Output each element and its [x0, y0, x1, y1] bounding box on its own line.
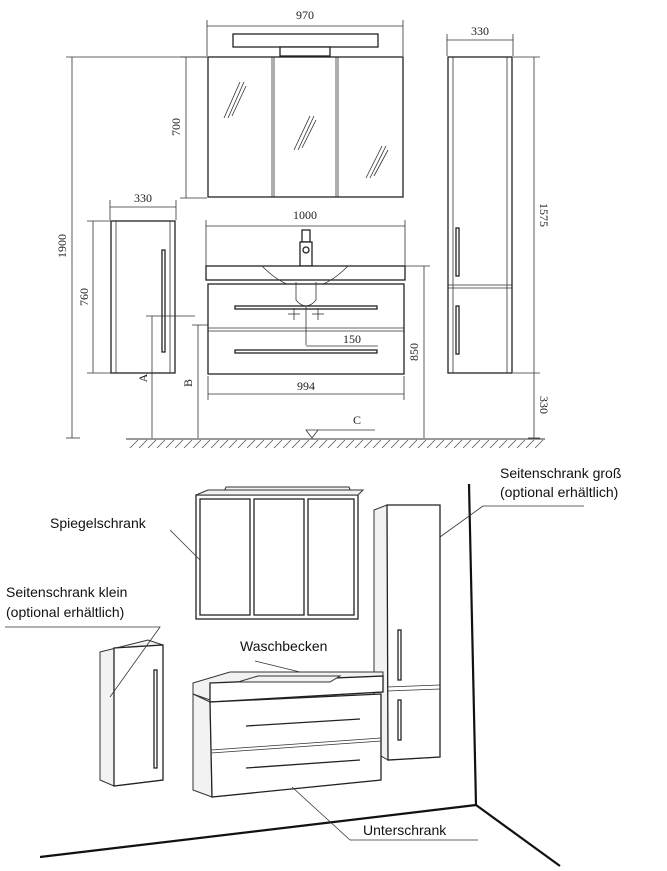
label-tall-cabinet-1: Seitenschrank groß — [500, 465, 622, 481]
floor-hatch-mark — [436, 440, 444, 448]
floor-hatch-mark — [229, 440, 237, 448]
tall-cabinet-drawing — [448, 57, 512, 373]
floor-hatch-mark — [274, 440, 282, 448]
floor-hatch-mark — [382, 440, 390, 448]
label-tall-cabinet-2: (optional erhältlich) — [500, 484, 619, 500]
isometric-view — [5, 465, 621, 866]
floor-hatch-mark — [364, 440, 372, 448]
dim-mirror-height — [169, 57, 207, 198]
floor-hatch-mark — [418, 440, 426, 448]
tall-cabinet-iso — [374, 505, 440, 760]
floor-hatch-mark — [535, 440, 543, 448]
floor-hatch-mark — [499, 440, 507, 448]
label-small-cabinet-1: Seitenschrank klein — [6, 584, 128, 600]
small-cabinet-drawing — [111, 221, 175, 373]
floor-line — [126, 439, 545, 448]
floor-hatch-mark — [157, 440, 165, 448]
floor-hatch-mark — [427, 440, 435, 448]
floor-hatch-mark — [490, 440, 498, 448]
mirror-cabinet-iso — [196, 487, 363, 619]
floor-hatch-mark — [247, 440, 255, 448]
dim-tall-floor-gap — [528, 373, 551, 438]
floor-hatch-mark — [193, 440, 201, 448]
light-bar — [233, 34, 378, 47]
floor-hatch-mark — [517, 440, 525, 448]
dim-330-small-label: 330 — [134, 191, 152, 205]
dim-700-label: 700 — [169, 118, 183, 136]
floor-hatch-mark — [256, 440, 264, 448]
basin-top-drawing — [206, 266, 405, 280]
svg-text:C: C — [352, 413, 362, 427]
faucet-drawing — [300, 230, 312, 266]
floor-hatch-mark — [454, 440, 462, 448]
dim-small-width — [110, 191, 176, 220]
vanity-iso — [193, 672, 383, 797]
floor-hatch-mark — [355, 440, 363, 448]
floor-hatch-mark — [319, 440, 327, 448]
dim-vanity-width — [208, 376, 404, 400]
floor-hatch-mark — [445, 440, 453, 448]
floor-hatch-mark — [202, 440, 210, 448]
floor-hatch-mark — [211, 440, 219, 448]
floor-hatch-mark — [391, 440, 399, 448]
floor-hatch-mark — [238, 440, 246, 448]
dim-150-label: 150 — [343, 332, 361, 346]
dim-330-tall-label: 330 — [471, 24, 489, 38]
floor-hatch-mark — [148, 440, 156, 448]
dim-basin-height — [405, 266, 430, 438]
floor-hatch-mark — [328, 440, 336, 448]
vanity-drawing — [208, 282, 404, 374]
floor-hatch-mark — [409, 440, 417, 448]
mirror-cabinet-drawing — [208, 57, 403, 197]
dim-850-label: 850 — [407, 343, 421, 361]
floor-hatch-mark — [139, 440, 147, 448]
svg-text:B: B — [181, 378, 195, 388]
floor-hatch-mark — [373, 440, 381, 448]
floor-hatch-mark — [166, 440, 174, 448]
svg-text:A: A — [136, 373, 150, 383]
label-washbasin: Waschbecken — [240, 638, 328, 654]
floor-hatch-mark — [184, 440, 192, 448]
floor-hatch-mark — [481, 440, 489, 448]
floor-hatch-mark — [283, 440, 291, 448]
dim-tall-height — [513, 57, 551, 373]
floor-hatch-mark — [400, 440, 408, 448]
dim-760-label: 760 — [77, 288, 91, 306]
technical-drawing — [55, 8, 551, 448]
marker-c — [306, 413, 375, 438]
dim-1900-label: 1900 — [55, 234, 69, 258]
label-small-cabinet-2: (optional erhältlich) — [6, 604, 125, 620]
dim-1000-label: 1000 — [293, 208, 317, 222]
floor-hatch-mark — [526, 440, 534, 448]
floor-hatch-mark — [508, 440, 516, 448]
floor-hatch-mark — [265, 440, 273, 448]
dim-330-floor-label: 330 — [537, 396, 551, 414]
floor-side-line — [476, 805, 560, 866]
label-vanity-unit: Unterschrank — [363, 822, 447, 838]
small-cabinet-iso — [100, 640, 163, 786]
label-mirror-cabinet: Spiegelschrank — [50, 515, 146, 531]
floor-hatch-mark — [346, 440, 354, 448]
floor-hatch-mark — [337, 440, 345, 448]
wall-corner-line — [469, 484, 476, 805]
floor-hatch-mark — [463, 440, 471, 448]
floor-hatch-mark — [292, 440, 300, 448]
floor-hatch-mark — [301, 440, 309, 448]
floor-hatch-mark — [220, 440, 228, 448]
dim-tall-width — [447, 24, 513, 56]
dim-1575-label: 1575 — [537, 203, 551, 227]
floor-hatch-mark — [310, 440, 318, 448]
floor-hatch-mark — [175, 440, 183, 448]
dim-970-label: 970 — [296, 8, 314, 22]
floor-hatch-mark — [130, 440, 138, 448]
light-bar-mount — [280, 47, 330, 56]
dim-994-label: 994 — [297, 379, 315, 393]
floor-hatch-mark — [472, 440, 480, 448]
dim-small-height — [77, 221, 111, 373]
